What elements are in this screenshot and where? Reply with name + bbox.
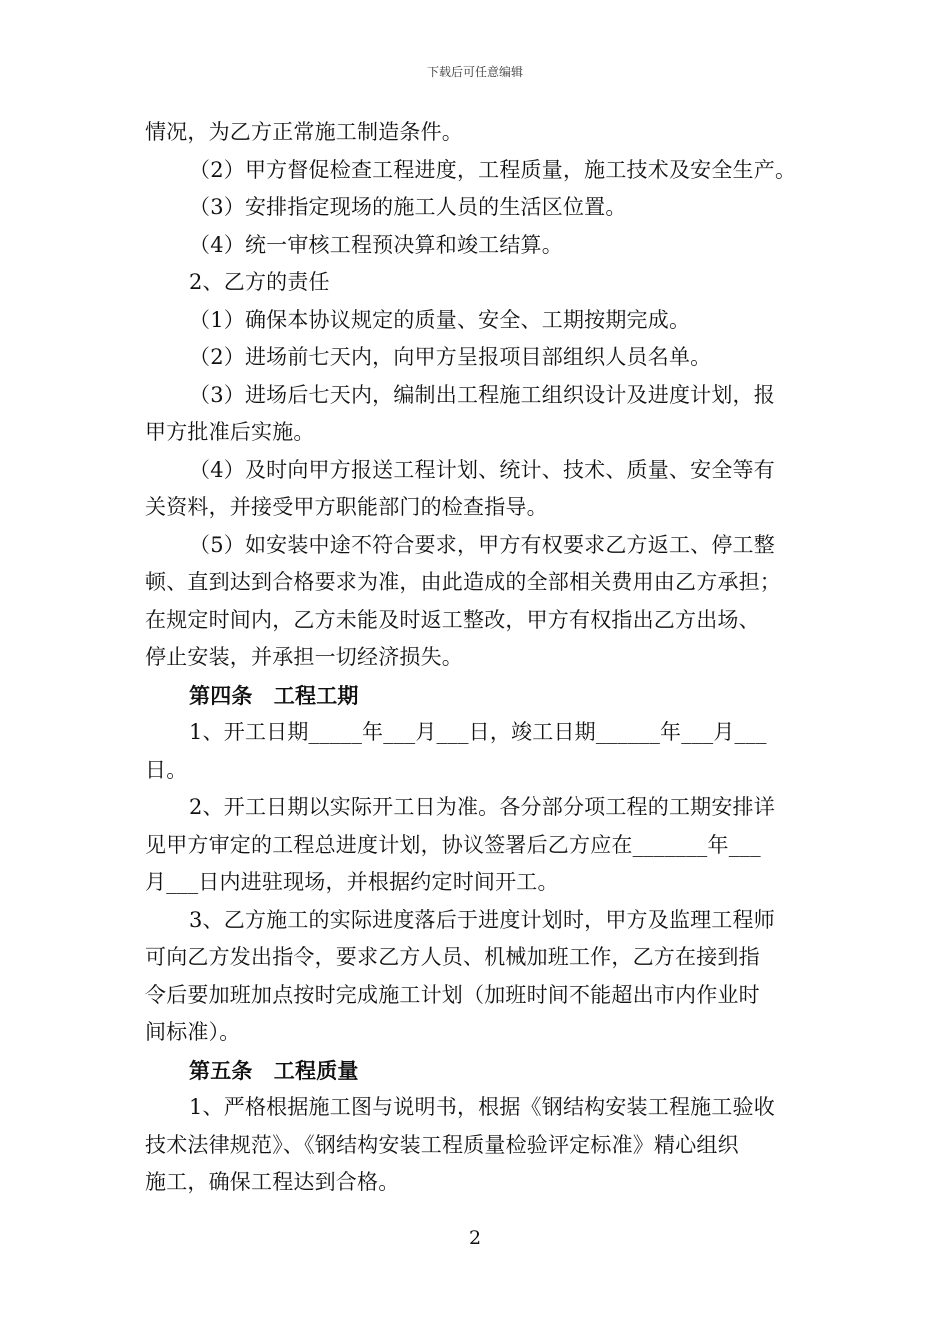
text-line: 在规定时间内，乙方未能及时返工整改，甲方有权指出乙方出场、	[145, 607, 760, 632]
text-line: 3、乙方施工的实际进度落后于进度计划时，甲方及监理工程师	[189, 907, 775, 932]
text-line: 关资料，并接受甲方职能部门的检查指导。	[145, 495, 548, 519]
document-body	[145, 114, 810, 1202]
text-line: 施工，确保工程达到合格。	[145, 1170, 400, 1194]
text-line: （4）统一审核工程预决算和竣工结算。	[189, 232, 563, 257]
text-line: 技术法律规范》、《钢结构安装工程质量检验评定标准》精心组织	[145, 1132, 739, 1157]
text-line: （3）安排指定现场的施工人员的生活区位置。	[189, 195, 627, 219]
text-line: 令后要加班加点按时完成施工计划（加班时间不能超出市内作业时	[145, 982, 760, 1007]
section-heading: 第五条 工程质量	[189, 1057, 359, 1083]
text-line: （1）确保本协议规定的质量、安全、工期按期完成。	[189, 307, 691, 332]
text-line: （3）进场后七天内，编制出工程施工组织设计及进度计划，报	[189, 382, 775, 407]
text-line: 月___日内进驻现场，并根据约定时间开工。	[145, 870, 559, 894]
text-line: 停止安装，并承担一切经济损失。	[145, 645, 463, 669]
text-line: 2、开工日期以实际开工日为准。各分部分项工程的工期安排详	[189, 795, 775, 819]
text-line: 顿、直到达到合格要求为准，由此造成的全部相关费用由乙方承担；	[145, 570, 781, 594]
text-line: （4）及时向甲方报送工程计划、统计、技术、质量、安全等有	[189, 457, 775, 482]
text-line: 间标准）。	[145, 1020, 241, 1044]
text-line: 见甲方审定的工程总进度计划，协议签署后乙方应在_______年___	[145, 832, 761, 857]
text-line: （2）甲方督促检查工程进度，工程质量，施工技术及安全生产。	[189, 157, 797, 182]
text-line: 情况，为乙方正常施工制造条件。	[145, 120, 463, 144]
text-line: （5）如安装中途不符合要求，甲方有权要求乙方返工、停工整	[189, 532, 775, 557]
page-number: 2	[468, 1227, 482, 1249]
text-line: 1、开工日期_____年___月___日，竣工日期______年___月___	[189, 720, 767, 744]
text-line: （2）进场前七天内，向甲方呈报项目部组织人员名单。	[189, 345, 712, 369]
text-line: 2、乙方的责任	[189, 270, 330, 294]
text-line: 甲方批准后实施。	[145, 420, 315, 444]
page-header: 下载后可任意编辑	[426, 65, 523, 79]
text-line: 1、严格根据施工图与说明书，根据《钢结构安装工程施工验收	[189, 1095, 775, 1119]
text-line: 日。	[145, 757, 188, 782]
text-line: 可向乙方发出指令，要求乙方人员、机械加班工作，乙方在接到指	[145, 945, 760, 969]
section-heading: 第四条 工程工期	[189, 682, 359, 708]
